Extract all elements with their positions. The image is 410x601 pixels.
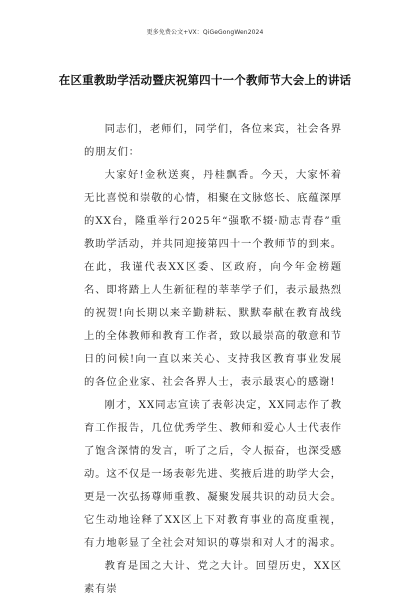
paragraph-review: 刚才，XX同志宣读了表彰决定，XX同志作了教育工作报告，几位优秀学生、教师和爱心人士代表作了饱含深情的发言，听了之后，令人振奋，也深受感动。这不仅是一场表彰先进、奖掖后进的助学大会，更是一次弘扬尊师重教、凝聚发展共识的动员大会。它生动地诠释了XX区上下对教育事业的高度重视，有力地彰显了全社会对知识的尊崇和对人才的渴求。 [84,399,342,549]
document-body [84,118,342,601]
paragraph-education: 教育是国之大计、党之大计。回望历史，XX区素有崇 [84,560,342,595]
header-note: 更多免费公文+VX：QiGeGongWen2024 [146,29,264,36]
paragraph-greeting: 同志们，老师们，同学们，各位来宾，社会各界的朋友们： [84,123,342,158]
document-title: 在区重教助学活动暨庆祝第四十一个教师节大会上的讲话 [58,73,352,87]
paragraph-opening: 大家好!金秋送爽，丹桂飘香。今天，大家怀着无比喜悦和崇敬的心情，相聚在文脉悠长、底蕴深厚的XX台，隆重举行2025年“强歌不辍·励志青春”重教助学活动，并共同迎接第四十一个教师节的到来。在此，我谨代表XX区委、区政府，向今年金榜题名、即将踏上人生新征程的莘莘学子们，表示最热烈的祝贺!向长期以来辛勤耕耘、默默奉献在教育战线上的全体教师和教育工作者，致以最崇高的敬意和节日的问候!向一直以来关心、支持我区教育事业发展的各位企业家、社会各界人士，表示最衷心的感谢! [84,169,342,388]
